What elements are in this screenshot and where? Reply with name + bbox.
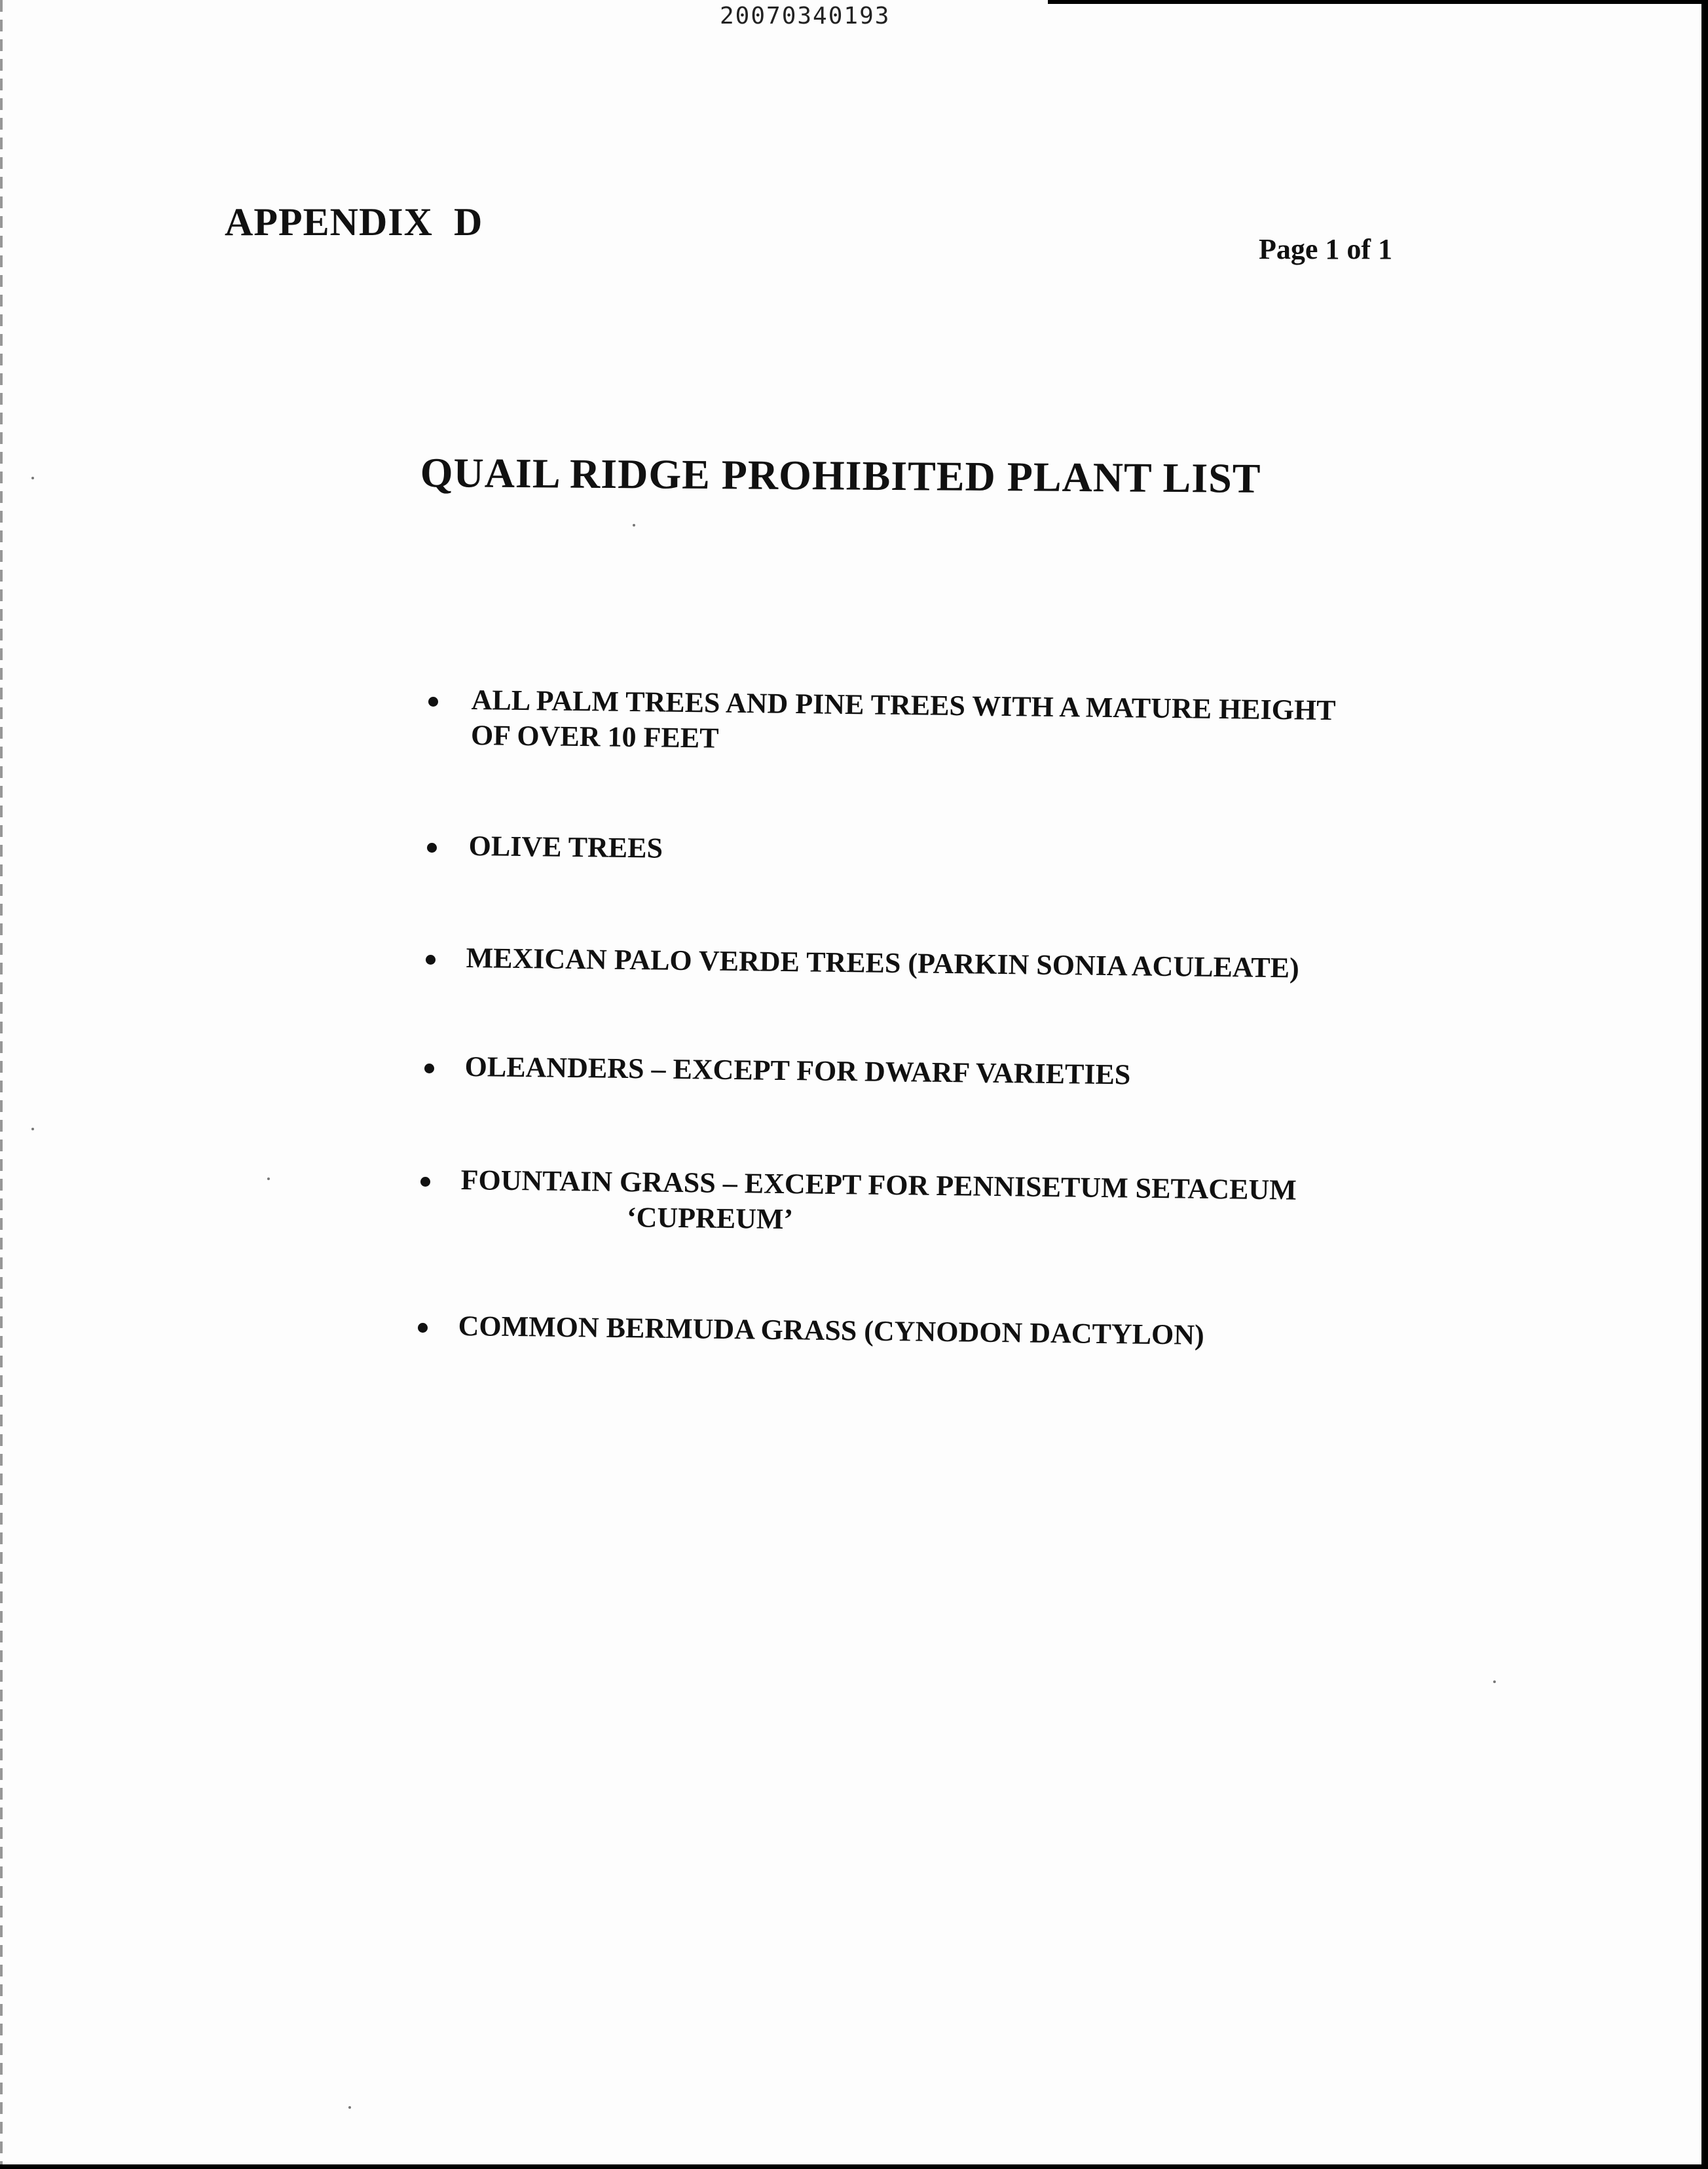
list-item-text-continued: OF OVER 10 FEET (470, 718, 719, 754)
bullet-icon (424, 1064, 434, 1073)
bullet-icon (420, 1177, 430, 1187)
page-title: QUAIL RIDGE PROHIBITED PLANT LIST (420, 449, 1261, 502)
list-item-text: OLEANDERS – EXCEPT FOR DWARF VARIETIES (464, 1050, 1131, 1091)
page-number: Page 1 of 1 (1259, 233, 1393, 265)
list-item-text-continued: ‘CUPREUM’ (626, 1201, 794, 1236)
scan-right-edge-artifact (1701, 0, 1708, 2169)
scan-speck (31, 477, 34, 479)
list-item-text: COMMON BERMUDA GRASS (CYNODON DACTYLON) (458, 1309, 1204, 1351)
scan-left-edge-artifact (0, 0, 3, 2169)
scan-speck (267, 1177, 270, 1180)
scan-speck (633, 524, 635, 527)
bullet-icon (426, 955, 436, 965)
scan-top-line-artifact (1048, 0, 1708, 4)
list-item (458, 1308, 1204, 1353)
bullet-icon (418, 1323, 428, 1333)
list-item (468, 828, 663, 866)
list-item-text: ALL PALM TREES AND PINE TREES WITH A MATURE HEIGHT (471, 683, 1336, 727)
bullet-icon (428, 697, 438, 707)
appendix-heading: APPENDIX D (225, 200, 483, 244)
bullet-icon (427, 843, 437, 853)
scan-speck (348, 2106, 351, 2109)
list-item (464, 1049, 1130, 1092)
list-item (466, 940, 1299, 986)
list-item (460, 1162, 1297, 1244)
list-item-text: OLIVE TREES (468, 829, 663, 864)
scan-speck (31, 1128, 34, 1130)
scan-speck (1493, 1680, 1496, 1683)
list-item-text: FOUNTAIN GRASS – EXCEPT FOR PENNISETUM SETACEUM (460, 1163, 1297, 1206)
list-item (471, 682, 1336, 764)
document-number: 20070340193 (720, 3, 891, 29)
list-item-text: MEXICAN PALO VERDE TREES (PARKIN SONIA ACULEATE) (466, 941, 1300, 984)
scan-bottom-line-artifact (0, 2164, 1708, 2169)
